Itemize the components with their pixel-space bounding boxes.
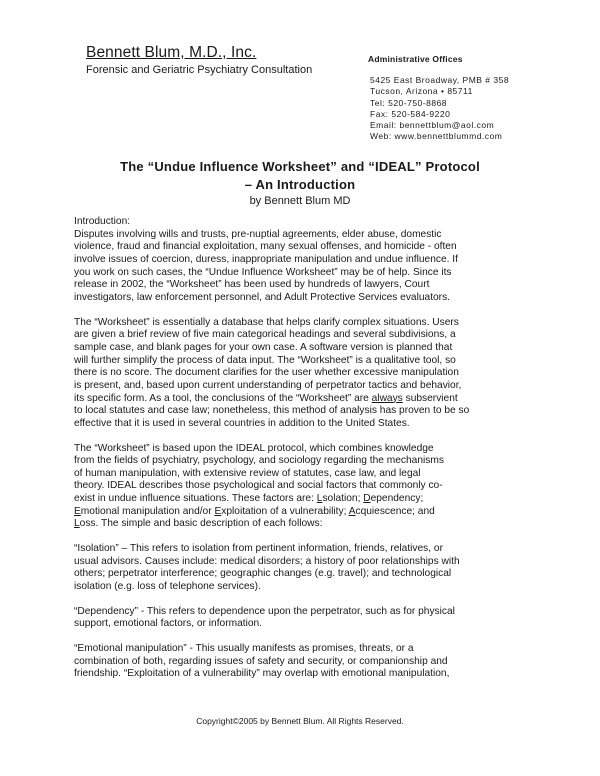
address-city: Tucson, Arizona • 85711 xyxy=(370,86,473,97)
body-line: support, emotional factors, or information. xyxy=(74,618,262,630)
ideal-paragraph xyxy=(74,443,544,532)
factor-rest: oss xyxy=(79,518,96,530)
body-line: isolation (e.g. loss of telephone services). xyxy=(74,581,261,593)
intro-paragraph xyxy=(74,216,544,305)
factors-line-1: exist in undue influence situations. These factors are: Lsolation; Dependency; xyxy=(74,493,424,505)
administrative-offices-label: Administrative Offices xyxy=(368,54,463,64)
body-line: “Isolation” – This refers to isolation from pertinent information, friends, relatives, or xyxy=(74,543,443,555)
body-line: from the fields of psychiatry, psychology, and sociology regarding the mechanisms xyxy=(74,455,444,467)
text-segment: its specific form. As a tool, the conclusions of the “Worksheet” are xyxy=(74,392,372,404)
body-line: sample case, and blank pages for your own case. A software version is planned that xyxy=(74,341,453,353)
body-line: you work on such cases, the “Undue Influence Worksheet” may be of help. Since its xyxy=(74,266,452,278)
body-line: friendship. “Exploitation of a vulnerability” may overlap with emotional manipulation, xyxy=(74,668,450,680)
body-line: usual advisors. Causes include: medical disorders; a history of poor relationships with xyxy=(74,555,460,567)
address-web: Web: www.bennettblummd.com xyxy=(370,131,503,142)
body-line: “Emotional manipulation” - This usually manifests as promises, threats, or a xyxy=(74,643,414,655)
factor-initial: A xyxy=(348,505,356,517)
text-segment: exist in undue influence situations. These factors are: xyxy=(74,493,317,505)
isolation-paragraph xyxy=(74,543,544,594)
body-line: release in 2002, the “Worksheet” has been used by hundreds of lawyers, Court xyxy=(74,279,430,291)
body-line: “Dependency” - This refers to dependence upon the perpetrator, such as for physical xyxy=(74,605,455,617)
body-line: others; perpetrator interference; geographic changes (e.g. travel); and technological xyxy=(74,568,452,580)
document-title xyxy=(0,158,600,208)
factor-initial: E xyxy=(74,505,81,517)
document-body xyxy=(74,216,544,693)
body-line: Disputes involving wills and trusts, pre-nuptial agreements, elder abuse, domestic xyxy=(74,228,442,240)
body-line: The “Worksheet” is based upon the IDEAL protocol, which combines knowledge xyxy=(74,442,434,454)
body-line: there is no score. The document clarifies for the user whether excessive manipulation xyxy=(74,367,459,379)
emotional-manipulation-paragraph xyxy=(74,643,544,681)
factor-initial: E xyxy=(214,505,222,517)
dependency-paragraph xyxy=(74,606,544,631)
address-street: 5425 East Broadway, PMB # 358 xyxy=(370,75,510,85)
body-line: investigators, law enforcement personnel, and Adult Protective Services evaluators. xyxy=(74,291,451,303)
title-line-1: The “Undue Influence Worksheet” and “IDEAL” Protocol xyxy=(120,159,480,174)
factor-rest: ependency xyxy=(370,493,421,505)
factor-rest: solation xyxy=(322,493,358,505)
text-segment: subservient xyxy=(402,392,458,404)
letterhead-right xyxy=(368,54,463,64)
factor-initial: D xyxy=(363,493,371,505)
body-line: theory. IDEAL describes those psychological and social factors that commonly co- xyxy=(74,480,443,492)
letterhead-left xyxy=(86,44,312,77)
body-line: violence, fraud and financial exploitation, many sexual offenses, and homicide - often xyxy=(74,241,457,253)
factor-rest: xploitation of a vulnerability xyxy=(221,505,344,517)
body-line: will further simplify the process of data input. The “Worksheet” is a qualitative tool, so xyxy=(74,354,456,366)
body-line: of human manipulation, with extensive review of statutes, case law, and legal xyxy=(74,467,421,479)
body-line xyxy=(74,393,544,406)
copyright-footer: Copyright©2005 by Bennett Blum. All Rights Reserved. xyxy=(196,716,404,726)
body-line: are given a brief review of five main categorical headings and several subdivisions, a xyxy=(74,329,456,341)
intro-heading: Introduction: xyxy=(74,216,131,227)
body-line: combination of both, regarding issues of safety and security, or companionship and xyxy=(74,655,448,667)
body-line: effective that it is used in several countries in addition to the United States. xyxy=(74,417,410,429)
factor-initial: L xyxy=(316,493,323,505)
address-email: Email: bennettblum@aol.com xyxy=(370,120,495,131)
body-line: is present, and, based upon current understanding of perpetrator tactics and behavior, xyxy=(74,379,462,391)
factors-line-2: Emotional manipulation and/or Exploitation of a vulnerability; Acquiescence; and xyxy=(74,505,435,517)
factor-rest: motional manipulation and/or xyxy=(80,505,215,517)
office-address xyxy=(370,75,509,143)
text-segment: . The simple and basic description of each follows: xyxy=(95,518,323,530)
worksheet-paragraph xyxy=(74,317,544,431)
firm-subtitle: Forensic and Geriatric Psychiatry Consultation xyxy=(86,64,313,76)
factors-line-3 xyxy=(74,518,544,531)
firm-name: Bennett Blum, M.D., Inc. xyxy=(86,44,257,61)
body-line: The “Worksheet” is essentially a database that helps clarify complex situations. Users xyxy=(74,316,459,328)
title-line-2: – An Introduction xyxy=(244,177,356,192)
factor-initial: L xyxy=(74,518,80,530)
body-line: involve issues of coercion, duress, inappropriate manipulation and undue influence. If xyxy=(74,253,458,265)
author-byline: by Bennett Blum MD xyxy=(249,195,351,207)
body-line: to local statutes and case law; nonetheless, this method of analysis has proven to be so xyxy=(74,405,470,417)
emphasis-always: always xyxy=(371,392,403,404)
address-tel: Tel: 520-750-8868 xyxy=(370,97,448,108)
address-fax: Fax: 520-584-9220 xyxy=(370,108,451,119)
factor-rest: cquiescence xyxy=(355,505,413,517)
